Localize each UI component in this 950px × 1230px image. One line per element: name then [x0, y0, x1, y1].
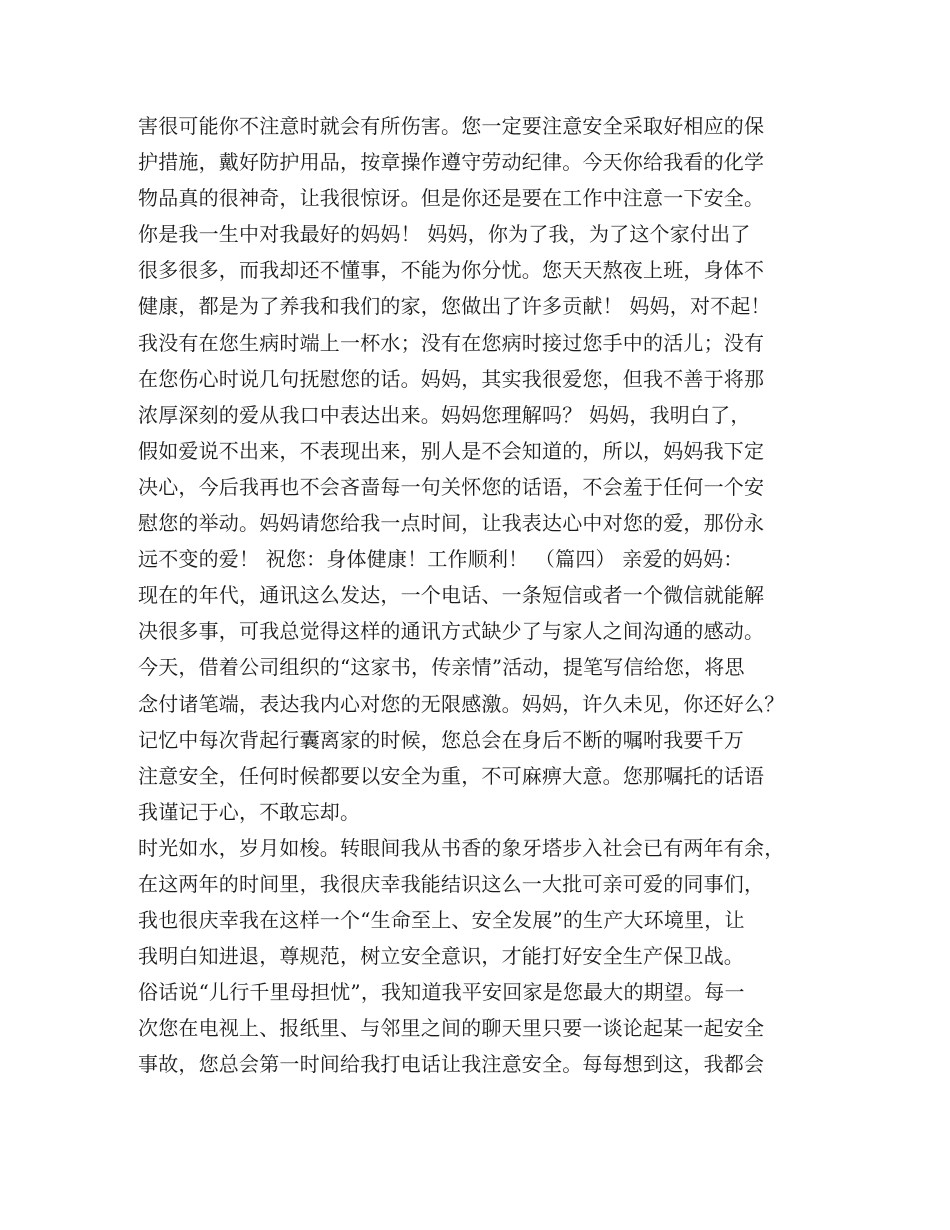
text-line: 记忆中每次背起行囊离家的时候，您总会在身后不断的嘱咐我要千万 [138, 727, 744, 752]
text-line: 在您伤心时说几句抚慰您的话。妈妈，其实我很爱您，但我不善于将那 [138, 366, 765, 391]
text-line: 现在的年代，通讯这么发达，一个电话、一条短信或者一个微信就能解 [138, 583, 765, 608]
text-line: 健康，都是为了养我和我们的家，您做出了许多贡献！ 妈妈，对不起！ [138, 294, 771, 319]
text-line: 我明白知进退，尊规范，树立安全意识，才能打好安全生产保卫战。 [138, 944, 744, 969]
text-line: 远不变的爱！ 祝您：身体健康！工作顺利！ （篇四） 亲爱的妈妈： [138, 547, 744, 572]
text-line: 你是我一生中对我最好的妈妈！ 妈妈，你为了我，为了这个家付出了 [138, 222, 751, 247]
text-line: 我也很庆幸我在这样一个“生命至上、安全发展”的生产大环境里，让 [138, 908, 745, 933]
text-line: 浓厚深刻的爱从我口中表达出来。妈妈您理解吗？ 妈妈，我明白了， [138, 402, 751, 427]
text-line: 念付诸笔端，表达我内心对您的无限感激。妈妈，许久未见，你还好么？ [138, 691, 785, 716]
text-line: 护措施，戴好防护用品，按章操作遵守劳动纪律。今天你给我看的化学 [138, 150, 765, 175]
text-line: 决很多事，可我总觉得这样的通讯方式缺少了与家人之间沟通的感动。 [138, 619, 765, 644]
text-line: 次您在电视上、报纸里、与邻里之间的聊天里只要一谈论起某一起安全 [138, 1016, 765, 1041]
body-text [138, 108, 838, 1083]
text-line: 时光如水，岁月如梭。转眼间我从书香的象牙塔步入社会已有两年有余， [138, 835, 785, 860]
text-line: 俗话说“儿行千里母担忧”，我知道我平安回家是您最大的期望。每一 [138, 980, 745, 1005]
text-line: 我没有在您生病时端上一杯水；没有在您病时接过您手中的活儿；没有 [138, 330, 765, 355]
text-line: 事故，您总会第一时间给我打电话让我注意安全。每每想到这，我都会 [138, 1052, 765, 1077]
text-line: 物品真的很神奇，让我很惊讶。但是你还是要在工作中注意一下安全。 [138, 186, 765, 211]
text-line: 决心，今后我再也不会吝啬每一句关怀您的话语，不会羞于任何一个安 [138, 474, 765, 499]
text-line: 害很可能你不注意时就会有所伤害。您一定要注意安全采取好相应的保 [138, 114, 765, 138]
text-line: 在这两年的时间里，我很庆幸我能结识这么一大批可亲可爱的同事们， [138, 871, 765, 896]
text-line: 假如爱说不出来，不表现出来，别人是不会知道的，所以，妈妈我下定 [138, 438, 765, 463]
text-line: 慰您的举动。妈妈请您给我一点时间，让我表达心中对您的爱，那份永 [138, 511, 765, 536]
text-line: 我谨记于心，不敢忘却。 [138, 799, 361, 824]
text-line: 注意安全，任何时候都要以安全为重，不可麻痹大意。您那嘱托的话语 [138, 763, 765, 788]
text-line: 很多很多，而我却还不懂事，不能为你分忧。您天天熬夜上班，身体不 [138, 258, 765, 283]
text-line: 今天，借着公司组织的“这家书，传亲情”活动，提笔写信给您，将思 [138, 655, 745, 680]
